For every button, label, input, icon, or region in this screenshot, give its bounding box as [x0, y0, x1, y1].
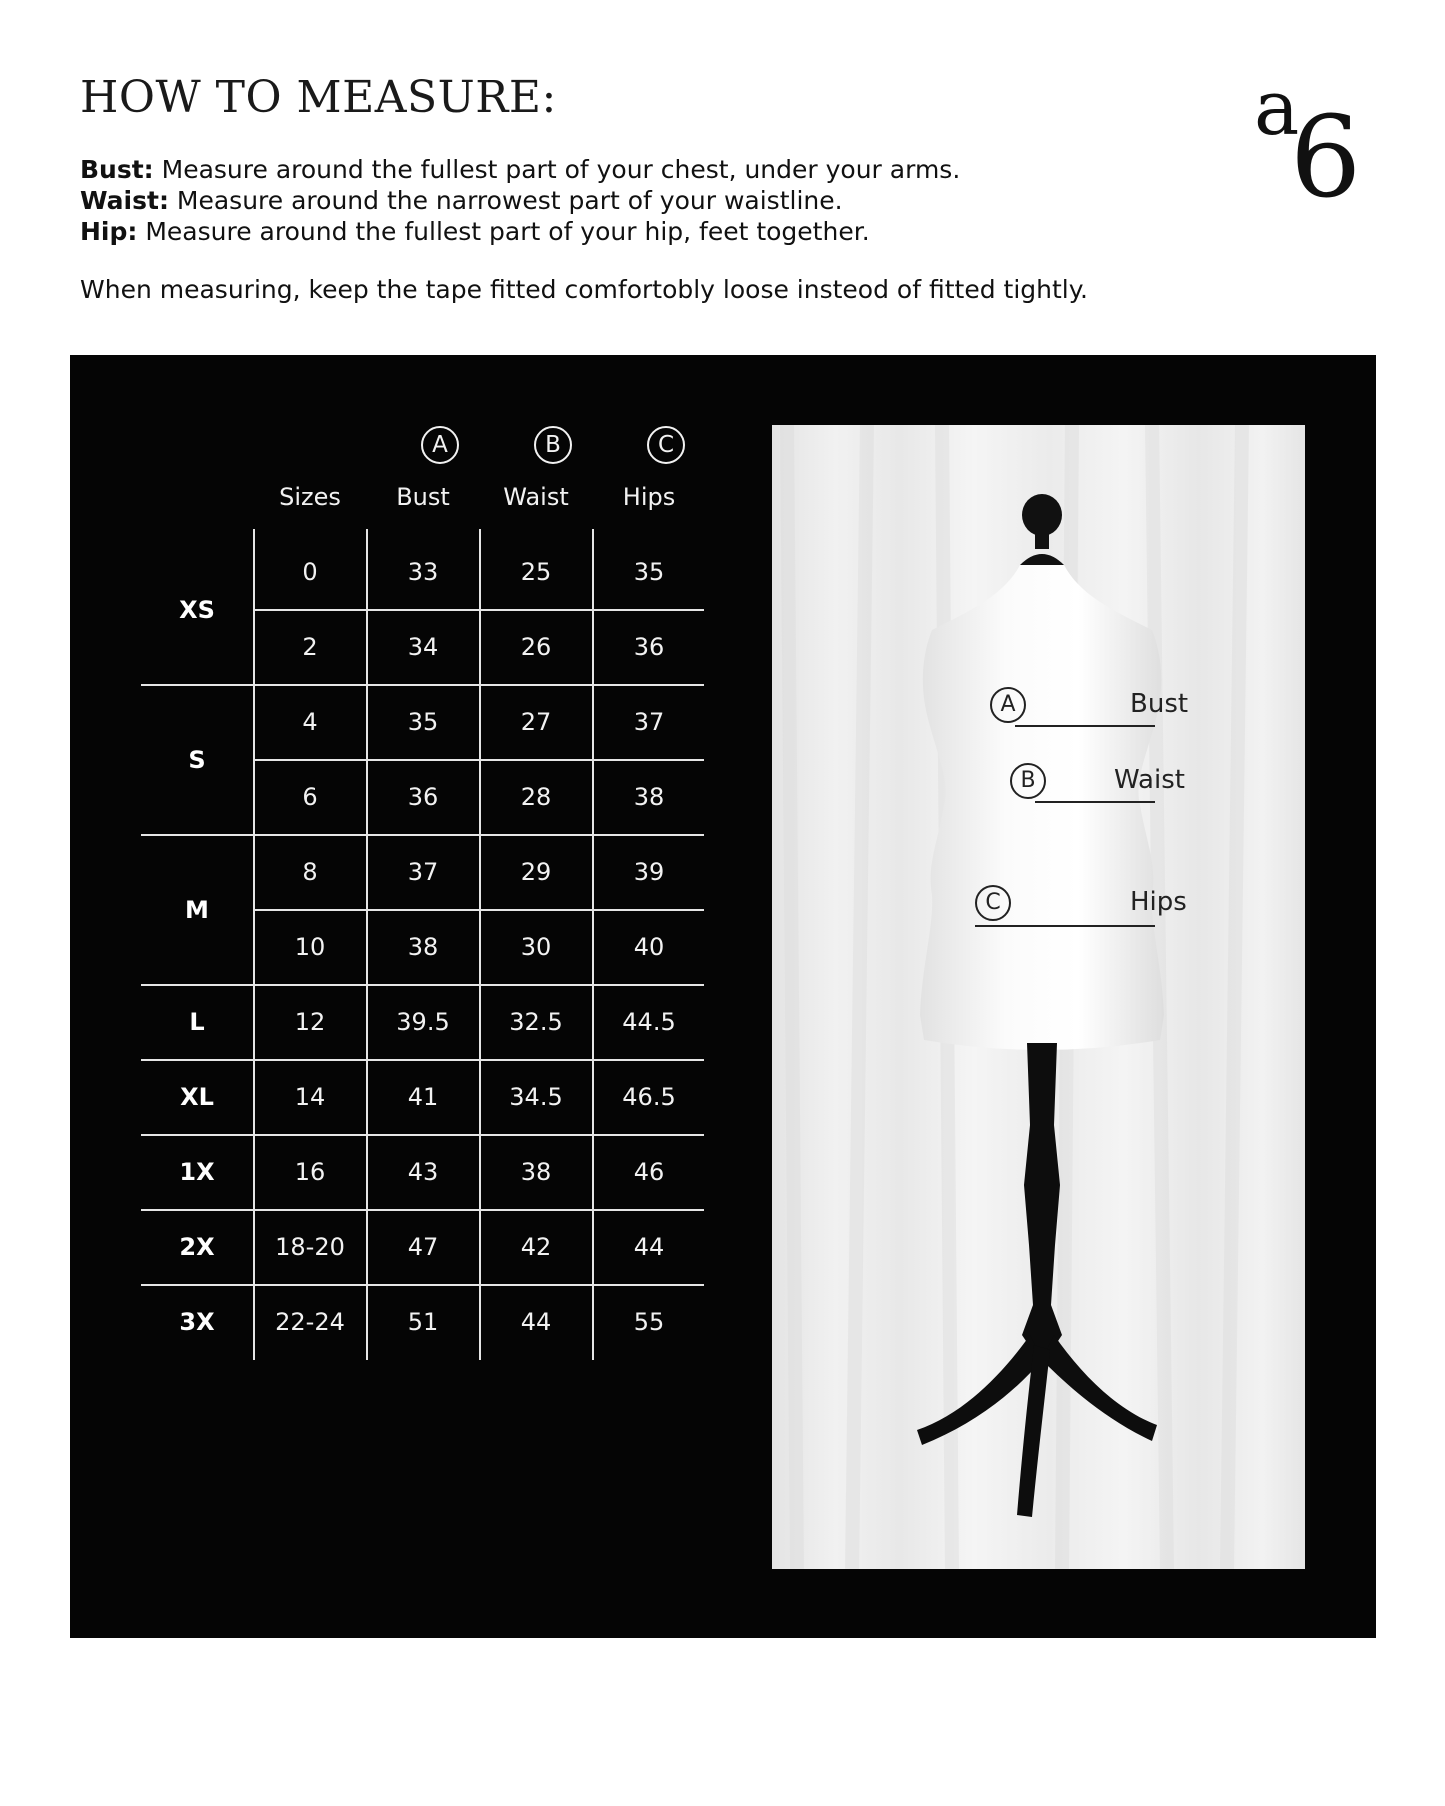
table-cell: 12 [294, 1008, 326, 1036]
svg-text:a: a [1254, 72, 1300, 152]
hips-marker-line [975, 925, 1155, 927]
column-divider [366, 529, 368, 1360]
size-group-label: L [189, 1008, 205, 1036]
table-cell: 28 [520, 783, 552, 811]
table-cell: 34 [407, 633, 439, 661]
brand-logo [1252, 72, 1374, 202]
table-cell: 14 [294, 1083, 326, 1111]
table-cell: 8 [302, 858, 318, 886]
table-cell: 35 [407, 708, 439, 736]
size-group-label: 3X [179, 1308, 215, 1336]
a6-logo-icon [1252, 72, 1374, 202]
bust-term: Bust: [80, 155, 154, 184]
table-cell: 0 [302, 558, 318, 586]
table-cell: 38 [633, 783, 665, 811]
size-group-label: 1X [179, 1158, 215, 1186]
size-group-label: XL [180, 1083, 214, 1111]
table-cell: 38 [520, 1158, 552, 1186]
table-cell: 37 [407, 858, 439, 886]
column-divider [253, 529, 255, 1360]
table-cell: 44.5 [622, 1008, 676, 1036]
table-cell: 35 [633, 558, 665, 586]
size-group-label: XS [179, 596, 215, 624]
table-cell: 42 [520, 1233, 552, 1261]
dress-form-figure [772, 425, 1305, 1569]
table-cell: 46 [633, 1158, 665, 1186]
measuring-note: When measuring, keep the tape fitted comfortobly loose insteod of fitted tightly. [80, 275, 1088, 304]
hip-text: Measure around the fullest part of your hip, feet together. [137, 217, 870, 246]
size-chart-panel [70, 355, 1376, 1638]
table-cell: 39.5 [396, 1008, 450, 1036]
bust-marker-label: Bust [1130, 689, 1189, 719]
waist-definition [80, 185, 960, 216]
hips-header: Hips [622, 483, 676, 511]
table-cell: 38 [407, 933, 439, 961]
bust-text: Measure around the fullest part of your chest, under your arms. [153, 155, 961, 184]
table-cell: 46.5 [622, 1083, 676, 1111]
bust-header: Bust [396, 483, 450, 511]
column-divider [592, 529, 594, 1360]
table-cell: 6 [302, 783, 318, 811]
waist-term: Waist: [80, 186, 169, 215]
table-cell: 36 [633, 633, 665, 661]
hip-definition [80, 216, 960, 247]
table-cell: 47 [407, 1233, 439, 1261]
column-divider [479, 529, 481, 1360]
table-cell: 29 [520, 858, 552, 886]
waist-text: Measure around the narrowest part of your waistline. [168, 186, 843, 215]
waist-marker-line [1035, 801, 1155, 803]
bust-marker-line [1015, 725, 1155, 727]
size-table [70, 355, 770, 1638]
table-cell: 22-24 [275, 1308, 345, 1336]
hip-term: Hip: [80, 217, 138, 246]
table-cell: 16 [294, 1158, 326, 1186]
table-cell: 55 [633, 1308, 665, 1336]
table-cell: 43 [407, 1158, 439, 1186]
table-cell: 34.5 [509, 1083, 563, 1111]
page-title: HOW TO MEASURE: [80, 72, 557, 123]
svg-text:6: 6 [1290, 93, 1362, 202]
table-cell: 10 [294, 933, 326, 961]
table-cell: 2 [302, 633, 318, 661]
waist-letter-badge: B [534, 426, 572, 464]
measurement-definitions [80, 154, 960, 247]
table-cell: 36 [407, 783, 439, 811]
table-cell: 18-20 [275, 1233, 345, 1261]
table-cell: 44 [520, 1308, 552, 1336]
table-cell: 44 [633, 1233, 665, 1261]
table-cell: 30 [520, 933, 552, 961]
bust-marker-badge: A [990, 687, 1026, 723]
table-cell: 25 [520, 558, 552, 586]
table-cell: 41 [407, 1083, 439, 1111]
table-cell: 40 [633, 933, 665, 961]
hips-marker-label: Hips [1130, 887, 1187, 917]
table-cell: 51 [407, 1308, 439, 1336]
waist-marker-label: Waist [1114, 765, 1185, 795]
table-cell: 4 [302, 708, 318, 736]
bust-letter-badge: A [421, 426, 459, 464]
table-cell: 27 [520, 708, 552, 736]
hips-marker-badge: C [975, 885, 1011, 921]
table-cell: 33 [407, 558, 439, 586]
table-cell: 26 [520, 633, 552, 661]
size-group-label: M [185, 896, 209, 924]
size-group-label: S [188, 746, 206, 774]
size-group-label: 2X [179, 1233, 215, 1261]
table-cell: 39 [633, 858, 665, 886]
hips-letter-badge: C [647, 426, 685, 464]
dress-form-icon [772, 425, 1305, 1569]
table-cell: 32.5 [509, 1008, 563, 1036]
bust-definition [80, 154, 960, 185]
sizes-header: Sizes [279, 483, 341, 511]
waist-header: Waist [503, 483, 569, 511]
table-cell: 37 [633, 708, 665, 736]
waist-marker-badge: B [1010, 763, 1046, 799]
